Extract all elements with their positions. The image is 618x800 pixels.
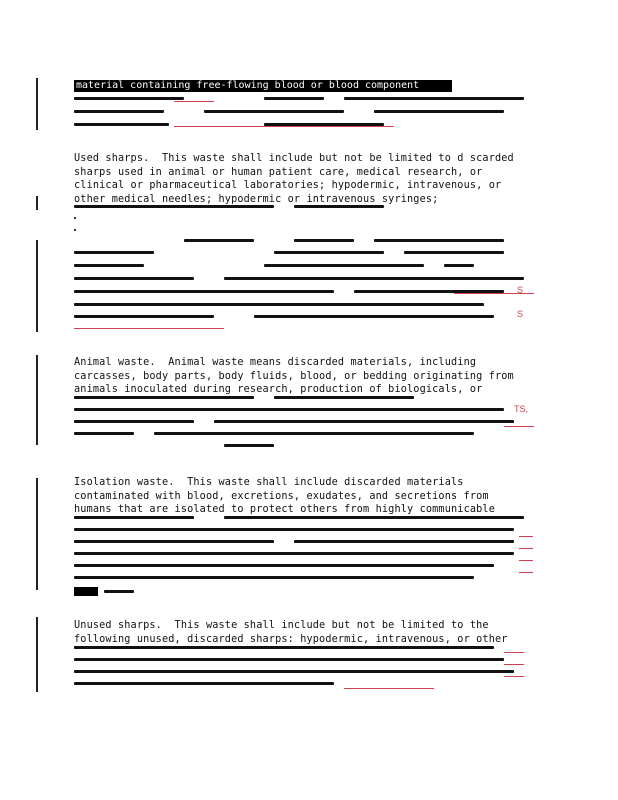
text-line: Unused sharps. This waste shall include but not be limited to the — [74, 620, 489, 631]
text-line: contaminated with blood, excretions, exudates, and secretions from — [74, 490, 489, 502]
degraded-text-block — [74, 205, 534, 330]
unused-sharps-paragraph — [74, 619, 534, 646]
text-line: carcasses, body parts, body fluids, blood, or bedding originating from — [74, 370, 514, 382]
text-line: Animal waste. Animal waste means discarded materials, including — [74, 357, 477, 368]
highlighted-fragment — [74, 587, 98, 596]
margin-bar — [36, 196, 38, 210]
margin-bar — [36, 355, 38, 445]
text-line: other medical needles; hypodermic or intravenous syringes; — [74, 193, 439, 205]
used-sharps-paragraph — [74, 152, 534, 206]
degraded-text-block — [74, 516, 544, 596]
text-line: following unused, discarded sharps: hypodermic, intravenous, or other — [74, 633, 508, 645]
text-line: Isolation waste. This waste shall include discarded materials — [74, 477, 464, 488]
margin-bar — [36, 240, 38, 332]
degraded-text-block — [74, 95, 534, 131]
text-line: sharps used in animal or human patient care, medical research, or — [74, 166, 483, 178]
text-line: humans that are isolated to protect others from highly communicable — [74, 504, 495, 515]
red-annotation: TS, — [514, 404, 529, 414]
degraded-text-block — [74, 396, 534, 448]
degraded-text-block — [74, 646, 534, 694]
text-line: Used sharps. This waste shall include but not be limited to d scarded — [74, 153, 514, 164]
text-line: clinical or pharmaceutical laboratories; hypodermic, intravenous, or — [74, 180, 502, 191]
red-annotation: S — [517, 285, 524, 295]
animal-waste-paragraph — [74, 356, 534, 397]
isolation-waste-paragraph — [74, 476, 534, 517]
margin-bar — [36, 78, 38, 130]
margin-bar — [36, 478, 38, 590]
highlighted-line: material containing free-flowing blood or blood component — [74, 80, 452, 92]
margin-bar — [36, 617, 38, 692]
degraded-text — [104, 590, 134, 593]
red-annotation: S — [517, 309, 524, 319]
text-line: animals inoculated during research, production of biologicals, or — [74, 384, 483, 395]
